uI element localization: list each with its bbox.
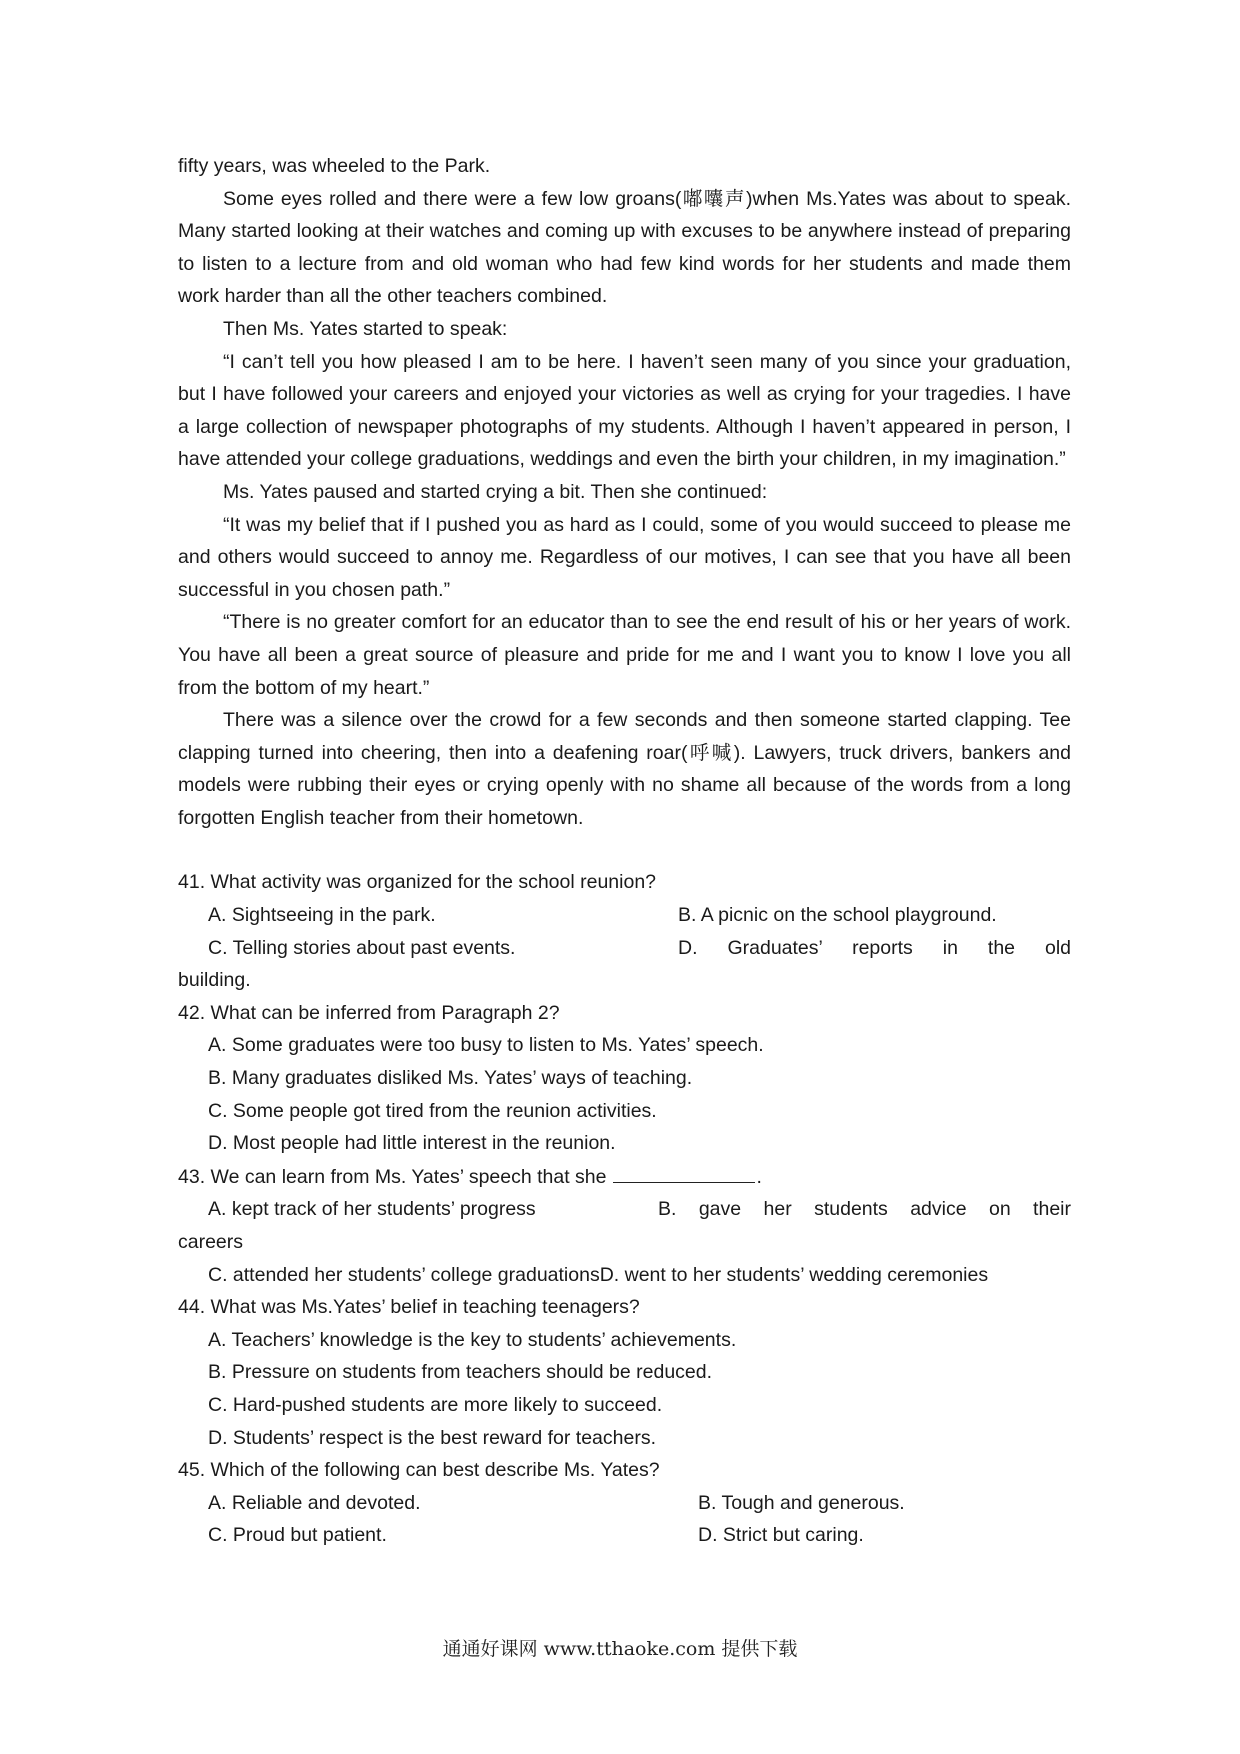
question-44	[178, 1291, 1071, 1454]
option-a: A. Some graduates were too busy to listen to Ms. Yates’ speech.	[208, 1034, 764, 1057]
option-row	[178, 899, 1071, 932]
option-b: B. gave her students advice on their careers	[178, 1198, 1071, 1253]
passage-paragraph: Ms. Yates paused and started crying a bit. Then she continued:	[223, 480, 768, 503]
answer-blank	[613, 1160, 755, 1183]
section-gap	[178, 834, 1071, 866]
option-d: D. Most people had little interest in the reunion.	[208, 1132, 616, 1155]
page-content	[178, 150, 1071, 1552]
option-a: A. Teachers’ knowledge is the key to students’ achievements.	[208, 1328, 737, 1351]
question-stem: 41. What activity was organized for the school reunion?	[178, 871, 657, 894]
question-43	[178, 1160, 1071, 1291]
option-row	[178, 1487, 1071, 1520]
option-d: D. Strict but caring.	[698, 1524, 864, 1547]
option-c: C. Telling stories about past events.	[208, 936, 516, 959]
option-a: A. Reliable and devoted.	[208, 1491, 421, 1514]
option-b: B. Pressure on students from teachers should be reduced.	[208, 1361, 713, 1384]
passage-paragraph: Then Ms. Yates started to speak:	[223, 317, 508, 340]
passage-paragraph: “There is no greater comfort for an educator than to see the end result of his or her years of work. You have all been a great source of pleasure and pride for me and I want you to know I love you all from the bottom of my heart.”	[178, 611, 1071, 699]
question-stem-text: 43. We can learn from Ms. Yates’ speech that she	[178, 1165, 607, 1188]
option-a: A. kept track of her students’ progress	[208, 1198, 536, 1221]
passage-paragraph: Some eyes rolled and there were a few low groans(嘟囔声)when Ms.Yates was about to speak. Many started looking at their watches and coming up with excuses to be anywhere instead of preparing to listen to a lecture from and old woman who had few kind words for her students and made them work harder than all the other teachers combined.	[178, 187, 1071, 308]
question-stem: 42. What can be inferred from Paragraph 2?	[178, 1001, 560, 1024]
question-41	[178, 866, 1071, 996]
page-footer: 通通好课网 www.tthaoke.com 提供下载	[442, 1638, 798, 1660]
passage-paragraph: There was a silence over the crowd for a few seconds and then someone started clapping. Tee clapping turned into cheering, then into a deafening roar(呼喊). Lawyers, truck drivers, bankers and models were rubbing their eyes or crying openly with no shame all because of the words from a long forgotten English teacher from their hometown.	[178, 709, 1071, 829]
passage-paragraph: fifty years, was wheeled to the Park.	[178, 155, 491, 177]
option-c: C. Some people got tired from the reunion activities.	[208, 1099, 657, 1122]
passage-paragraph: “It was my belief that if I pushed you as hard as I could, some of you would succeed to please me and others would succeed to annoy me. Regardless of our motives, I can see that you have all been successful in you chosen path.”	[178, 513, 1071, 601]
question-stem-end: .	[756, 1165, 762, 1188]
question-stem: 44. What was Ms.Yates’ belief in teaching teenagers?	[178, 1296, 640, 1319]
option-c: C. Hard-pushed students are more likely to succeed.	[208, 1393, 663, 1416]
question-stem: 45. Which of the following can best describe Ms. Yates?	[178, 1459, 660, 1482]
option-a: A. Sightseeing in the park.	[208, 904, 436, 927]
option-d: D. Students’ respect is the best reward for teachers.	[208, 1426, 656, 1449]
option-b: B. Many graduates disliked Ms. Yates’ ways of teaching.	[208, 1067, 693, 1090]
question-45	[178, 1454, 1071, 1552]
option-row	[178, 1519, 1071, 1552]
option-c: C. Proud but patient.	[208, 1524, 387, 1547]
question-stem	[178, 1160, 1071, 1194]
question-42	[178, 997, 1071, 1160]
option-d: D. Graduates’ reports in the old building.	[178, 936, 1071, 992]
option-b: B. Tough and generous.	[698, 1491, 905, 1514]
option-row	[178, 1193, 1071, 1258]
option-row	[178, 932, 1071, 997]
option-cd: C. attended her students’ college graduationsD. went to her students’ wedding ceremonies	[208, 1263, 989, 1286]
option-b: B. A picnic on the school playground.	[678, 904, 997, 927]
passage-paragraph: “I can’t tell you how pleased I am to be here. I haven’t seen many of you since your graduation, but I have followed your careers and enjoyed your victories as well as crying for your tragedies. I have a large collection of newspaper photographs of my students. Although I haven’t appeared in person, I have attended your college graduations, weddings and even the birth your children, in my imagination.”	[178, 350, 1071, 471]
